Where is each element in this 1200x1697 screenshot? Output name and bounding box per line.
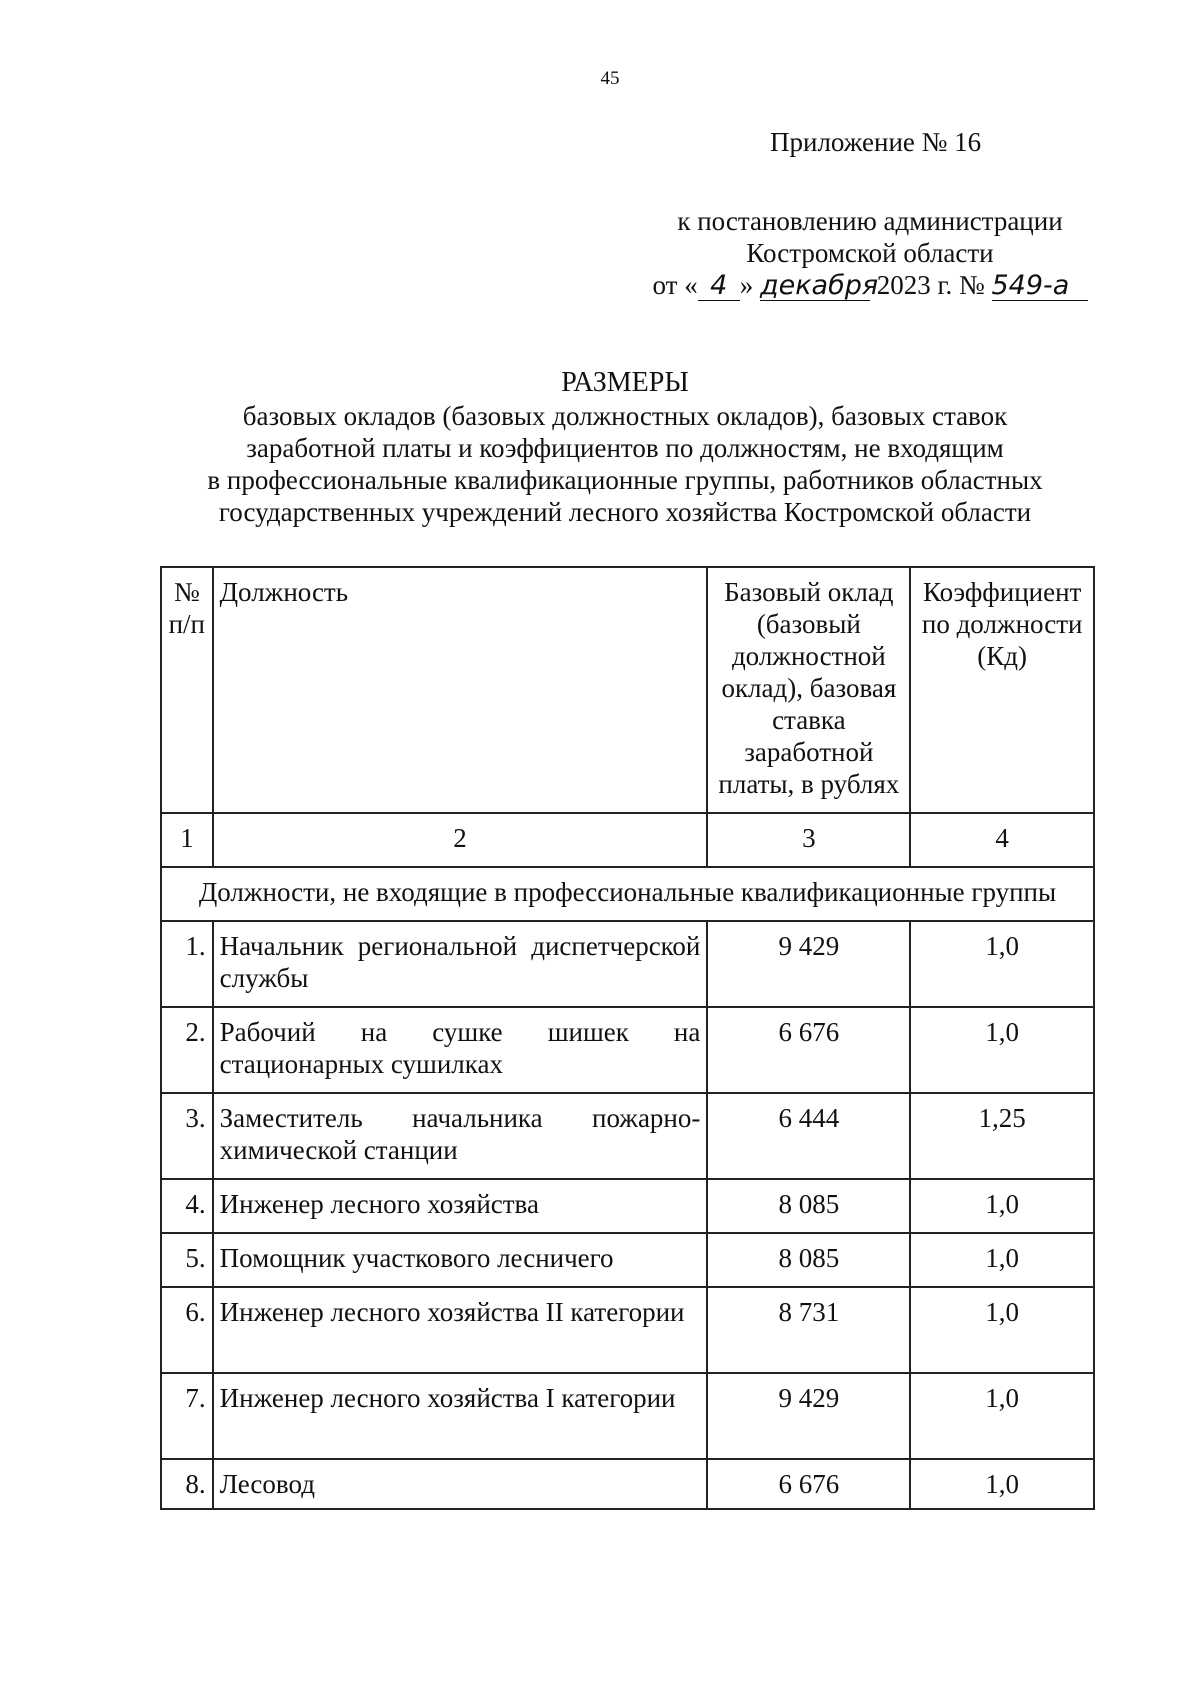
row-position: Начальник региональной диспетчерской службы [213,921,708,1007]
table-row [161,1007,1094,1093]
document-title: РАЗМЕРЫ [561,367,689,398]
row-position: Лесовод [213,1459,708,1509]
table-row [161,921,1094,1007]
row-position: Рабочий на сушке шишек на стационарных сушилках [213,1007,708,1093]
row-coefficient: 1,0 [910,1233,1094,1287]
table-header-row [161,567,1094,813]
row-coefficient: 1,0 [910,1459,1094,1509]
row-coefficient: 1,0 [910,1287,1094,1373]
column-number: 2 [213,813,708,867]
decree-number-handwritten: 549-а [992,272,1088,301]
table-row [161,1373,1094,1459]
column-number: 3 [707,813,910,867]
appendix-label: Приложение № 16 [770,127,982,157]
row-coefficient: 1,0 [910,1179,1094,1233]
row-salary: 9 429 [707,1373,910,1459]
header-salary: Базовый оклад (базовый должностной оклад), базовая ставка заработной платы, в рублях [707,567,910,813]
row-coefficient: 1,0 [910,1007,1094,1093]
decree-day-handwritten: 4 [698,272,740,301]
decree-line-2: Костромской области [746,238,994,268]
row-number: 8. [161,1459,213,1509]
row-coefficient: 1,25 [910,1093,1094,1179]
group-title-row [161,867,1094,921]
subtitle-line: заработной платы и коэффициентов по должностям, не входящим [246,433,1004,463]
subtitle-line: в профессиональные квалификационные группы, работников областных [207,465,1043,495]
row-position: Инженер лесного хозяйства I категории [213,1373,708,1459]
table-row [161,1179,1094,1233]
decree-month-handwritten: декабря [759,270,879,301]
row-number: 7. [161,1373,213,1459]
row-salary: 6 444 [707,1093,910,1179]
decree-date-mid: » [739,270,754,300]
salary-table [160,566,1095,1510]
decree-line-1: к постановлению администрации [677,206,1063,236]
document-subtitle [160,400,1090,528]
row-salary: 8 085 [707,1179,910,1233]
row-salary: 8 731 [707,1287,910,1373]
table-row [161,1233,1094,1287]
row-salary: 6 676 [707,1007,910,1093]
table-row [161,1459,1094,1509]
row-position: Заместитель начальника пожарно-химической станции [213,1093,708,1179]
row-number: 1. [161,921,213,1007]
row-number: 4. [161,1179,213,1233]
subtitle-line: базовых окладов (базовых должностных окладов), базовых ставок [242,401,1008,431]
table-row [161,1287,1094,1373]
row-salary: 9 429 [707,921,910,1007]
row-number: 5. [161,1233,213,1287]
decree-date-line [650,269,1090,301]
column-number: 4 [910,813,1094,867]
column-number-row [161,813,1094,867]
row-salary: 8 085 [707,1233,910,1287]
row-number: 6. [161,1287,213,1373]
row-coefficient: 1,0 [910,1373,1094,1459]
group-title: Должности, не входящие в профессиональные квалификационные группы [161,867,1094,921]
header-coefficient: Коэффициент по должности (Кд) [910,567,1094,813]
row-position: Инженер лесного хозяйства [213,1179,708,1233]
header-num: № п/п [161,567,213,813]
decree-year: 2023 г. № [876,270,985,300]
row-coefficient: 1,0 [910,921,1094,1007]
row-position: Инженер лесного хозяйства II категории [213,1287,708,1373]
column-number: 1 [161,813,213,867]
row-position: Помощник участкового лесничего [213,1233,708,1287]
header-position: Должность [213,567,708,813]
decree-date-prefix: от « [652,270,698,300]
subtitle-line: государственных учреждений лесного хозяйства Костромской области [218,497,1032,527]
row-number: 2. [161,1007,213,1093]
page-number: 45 [600,68,620,89]
row-number: 3. [161,1093,213,1179]
decree-reference [650,205,1090,301]
row-salary: 6 676 [707,1459,910,1509]
table-row [161,1093,1094,1179]
